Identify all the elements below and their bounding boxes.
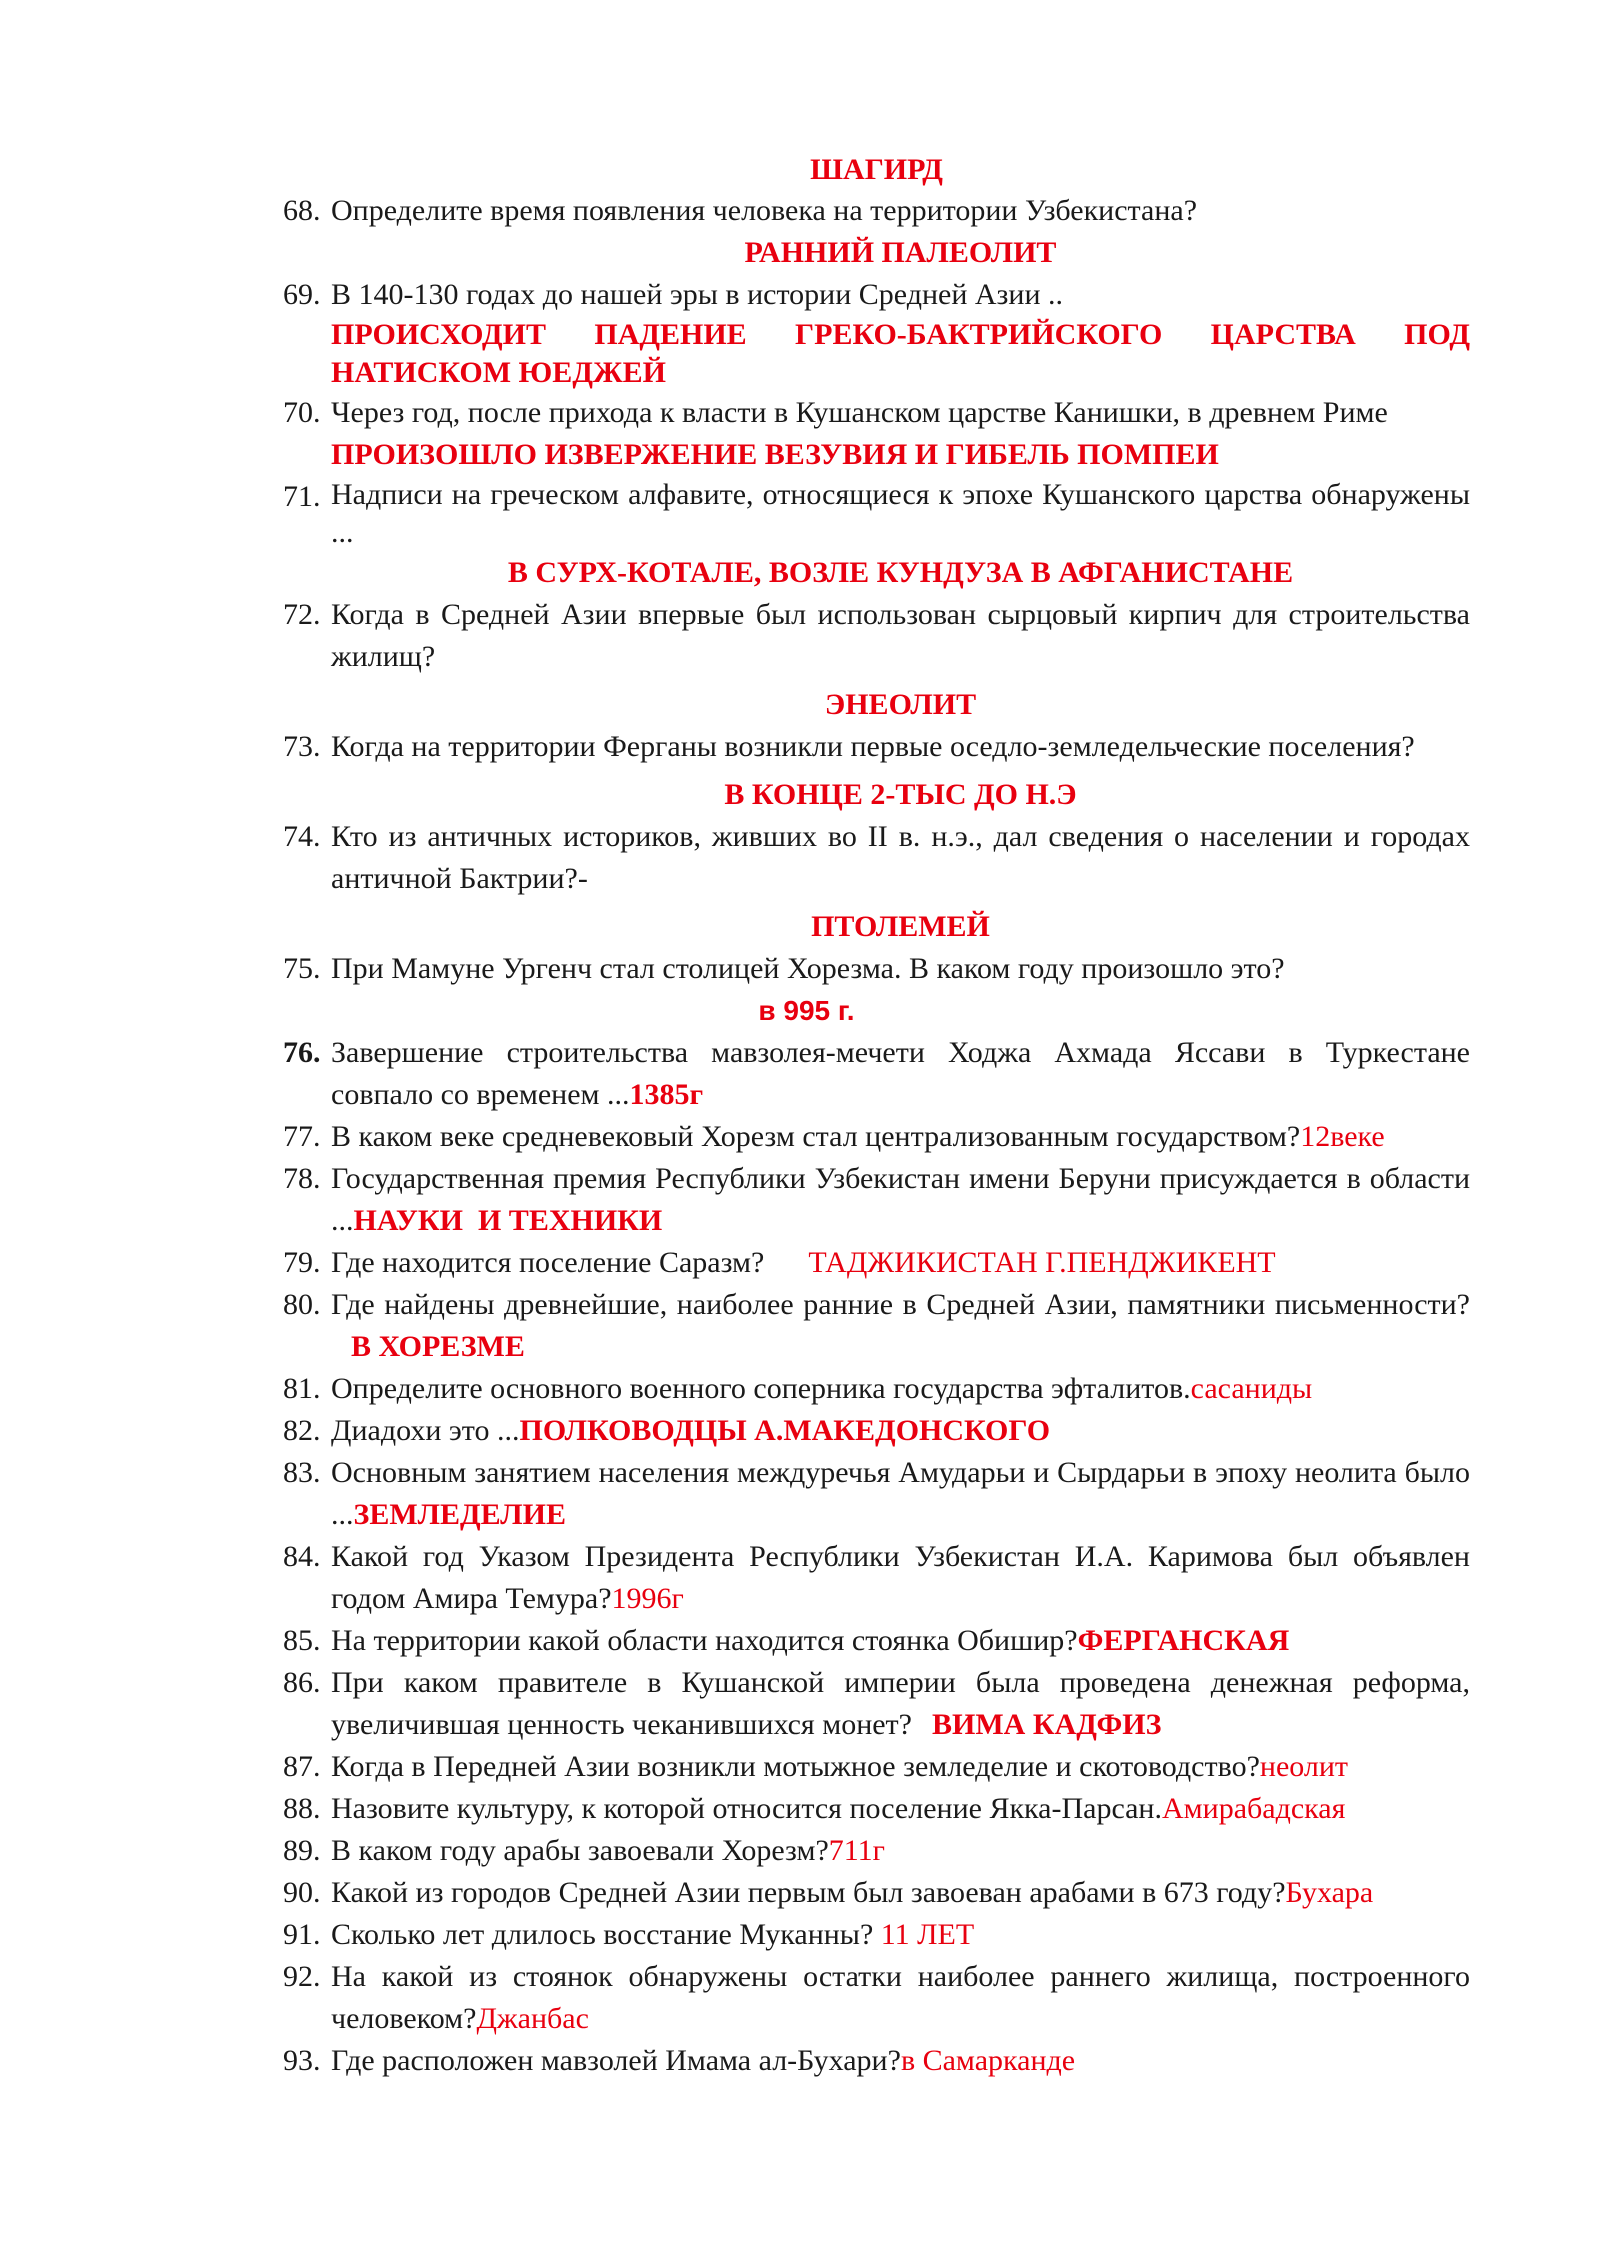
question-text: Определите основного военного соперника государства эфталитов. bbox=[331, 1372, 1191, 1405]
question-item bbox=[283, 392, 1470, 476]
question-number: 92. bbox=[283, 1960, 321, 1993]
question-item bbox=[283, 1872, 1470, 1914]
answer-text: сасаниды bbox=[1190, 1372, 1313, 1405]
question-number: 71. bbox=[283, 480, 321, 513]
question-number: 90. bbox=[283, 1876, 321, 1909]
answer-text: ТАДЖИКИСТАН Г.ПЕНДЖИКЕНТ bbox=[808, 1246, 1276, 1279]
answer-text: ВИМА КАДФИЗ bbox=[932, 1708, 1162, 1741]
question-number: 72. bbox=[283, 598, 321, 631]
question-text: В 140-130 годах до нашей эры в истории Средней Азии .. bbox=[331, 278, 1064, 311]
question-number: 73. bbox=[283, 730, 321, 763]
question-item bbox=[283, 190, 1470, 232]
question-text: Где находится поселение Саразм? bbox=[331, 1246, 765, 1279]
question-item bbox=[283, 726, 1470, 768]
answer-text: Бухара bbox=[1285, 1876, 1374, 1909]
question-number: 84. bbox=[283, 1540, 321, 1573]
answer-text: Амирабадская bbox=[1162, 1792, 1346, 1825]
question-number: 82. bbox=[283, 1414, 321, 1447]
question-text: В каком веке средневековый Хорезм стал централизованным государством? bbox=[331, 1120, 1301, 1153]
answer-text: 1385г bbox=[629, 1078, 704, 1111]
answer-text: В ХОРЕЗМЕ bbox=[351, 1330, 525, 1363]
question-number: 74. bbox=[283, 820, 321, 853]
answer-text: неолит bbox=[1259, 1750, 1349, 1783]
question-number: 77. bbox=[283, 1120, 321, 1153]
question-item bbox=[283, 948, 1470, 990]
answer-text: в 995 г. bbox=[758, 995, 855, 1026]
question-text: Кто из античных историков, живших во II в. н.э., дал сведения о населении и городах античной Бактрии?- bbox=[331, 820, 1470, 895]
question-text: Через год, после прихода к власти в Кушанском царстве Канишки, в древнем Риме bbox=[331, 396, 1388, 429]
document-page bbox=[283, 150, 1470, 2082]
question-item bbox=[283, 1452, 1470, 1536]
question-text: На территории какой области находится стоянка Обишир? bbox=[331, 1624, 1078, 1657]
question-text: Надписи на греческом алфавите, относящиеся к эпохе Кушанского царства обнаружены ... bbox=[331, 478, 1470, 549]
question-item bbox=[283, 1368, 1470, 1410]
question-item bbox=[283, 1158, 1470, 1242]
question-item bbox=[283, 594, 1470, 678]
question-item bbox=[283, 1788, 1470, 1830]
question-number: 75. bbox=[283, 952, 321, 985]
question-item bbox=[283, 1914, 1470, 1956]
question-item bbox=[283, 476, 1470, 552]
question-item bbox=[283, 1662, 1470, 1746]
answer-text: Джанбас bbox=[476, 2002, 589, 2035]
answer-text: ФЕРГАНСКАЯ bbox=[1077, 1624, 1290, 1657]
answer-text: 1996г bbox=[611, 1582, 684, 1615]
question-item bbox=[283, 1032, 1470, 1116]
answer-text: В КОНЦЕ 2-ТЫС ДО Н.Э bbox=[724, 778, 1077, 811]
question-item bbox=[283, 816, 1470, 900]
question-item bbox=[283, 1536, 1470, 1620]
question-item bbox=[283, 274, 1470, 392]
question-text: Диадохи это ... bbox=[331, 1414, 520, 1447]
question-text: Где расположен мавзолей Имама ал-Бухари? bbox=[331, 2044, 901, 2077]
page-title: ШАГИРД bbox=[810, 153, 943, 186]
question-text: При Мамуне Ургенч стал столицей Хорезма. В каком году произошло это? bbox=[331, 952, 1285, 985]
question-text: Сколько лет длилось восстание Муканны? bbox=[331, 1918, 874, 1951]
answer-text: В СУРХ-КОТАЛЕ, ВОЗЛЕ КУНДУЗА В АФГАНИСТАНЕ bbox=[507, 556, 1294, 589]
question-number: 88. bbox=[283, 1792, 321, 1825]
question-item bbox=[283, 1242, 1470, 1284]
question-item bbox=[283, 1956, 1470, 2040]
question-text: Когда на территории Ферганы возникли первые оседло-земледельческие поселения? bbox=[331, 730, 1415, 763]
answer-text: ЗЕМЛЕДЕЛИЕ bbox=[353, 1498, 566, 1531]
question-number: 70. bbox=[283, 396, 321, 429]
answer-text: РАННИЙ ПАЛЕОЛИТ bbox=[744, 236, 1057, 269]
question-item bbox=[283, 1284, 1470, 1368]
answer-text: ПТОЛЕМЕЙ bbox=[811, 910, 990, 943]
question-number: 91. bbox=[283, 1918, 321, 1951]
question-number: 81. bbox=[283, 1372, 321, 1405]
question-item bbox=[283, 1746, 1470, 1788]
question-text: Где найдены древнейшие, наиболее ранние в Средней Азии, памятники письменности? bbox=[331, 1288, 1470, 1321]
question-number: 85. bbox=[283, 1624, 321, 1657]
answer-text: НАУКИ И ТЕХНИКИ bbox=[353, 1204, 663, 1237]
answer-text: ЭНЕОЛИТ bbox=[824, 688, 977, 721]
question-text: Какой из городов Средней Азии первым был завоеван арабами в 673 году? bbox=[331, 1876, 1286, 1909]
answer-text: 11 ЛЕТ bbox=[880, 1918, 975, 1951]
question-number: 76. bbox=[283, 1036, 321, 1069]
question-text: Основным занятием населения междуречья Амударьи и Сырдарьи в эпоху неолита было ... bbox=[331, 1456, 1470, 1531]
question-number: 87. bbox=[283, 1750, 321, 1783]
question-text: Какой год Указом Президента Республики Узбекистан И.А. Каримова был объявлен годом Амира Темура? bbox=[331, 1540, 1470, 1615]
question-text: Когда в Передней Азии возникли мотыжное земледелие и скотоводство? bbox=[331, 1750, 1260, 1783]
question-item bbox=[283, 2040, 1470, 2082]
question-item bbox=[283, 1620, 1470, 1662]
question-number: 69. bbox=[283, 278, 321, 311]
question-text: Государственная премия Республики Узбекистан имени Беруни присуждается в области ... bbox=[331, 1162, 1470, 1237]
question-text: Когда в Средней Азии впервые был использован сырцовый кирпич для строительства жилищ? bbox=[331, 598, 1470, 673]
question-number: 89. bbox=[283, 1834, 321, 1867]
answer-text: 711г bbox=[828, 1834, 885, 1867]
question-number: 68. bbox=[283, 194, 321, 227]
question-number: 83. bbox=[283, 1456, 321, 1489]
answer-text: ПРОИСХОДИТ ПАДЕНИЕ ГРЕКО-БАКТРИЙСКОГО ЦАРСТВА ПОД НАТИСКОМ ЮЕДЖЕЙ bbox=[331, 318, 1470, 389]
answer-text: 12веке bbox=[1300, 1120, 1385, 1153]
question-number: 80. bbox=[283, 1288, 321, 1321]
question-text: Назовите культуру, к которой относится поселение Якка-Парсан. bbox=[331, 1792, 1162, 1825]
question-text: Завершение строительства мавзолея-мечети Ходжа Ахмада Яссави в Туркестане совпало со временем ... bbox=[331, 1036, 1470, 1111]
question-text: На какой из стоянок обнаружены остатки наиболее раннего жилища, построенного человеком? bbox=[331, 1960, 1470, 2035]
question-item bbox=[283, 1830, 1470, 1872]
question-number: 78. bbox=[283, 1162, 321, 1195]
answer-text: ПРОИЗОШЛО ИЗВЕРЖЕНИЕ ВЕЗУВИЯ И ГИБЕЛЬ ПОМПЕИ bbox=[331, 438, 1219, 471]
answer-text: в Самарканде bbox=[900, 2044, 1076, 2077]
question-number: 93. bbox=[283, 2044, 321, 2077]
question-text: При каком правителе в Кушанской империи была проведена денежная реформа, увеличившая ценность чеканившихся монет? bbox=[331, 1666, 1470, 1741]
question-item bbox=[283, 1116, 1470, 1158]
question-number: 79. bbox=[283, 1246, 321, 1279]
question-number: 86. bbox=[283, 1666, 321, 1699]
question-item bbox=[283, 1410, 1470, 1452]
question-text: Определите время появления человека на территории Узбекистана? bbox=[331, 194, 1198, 227]
answer-text: ПОЛКОВОДЦЫ А.МАКЕДОНСКОГО bbox=[519, 1414, 1051, 1447]
question-text: В каком году арабы завоевали Хорезм? bbox=[331, 1834, 829, 1867]
